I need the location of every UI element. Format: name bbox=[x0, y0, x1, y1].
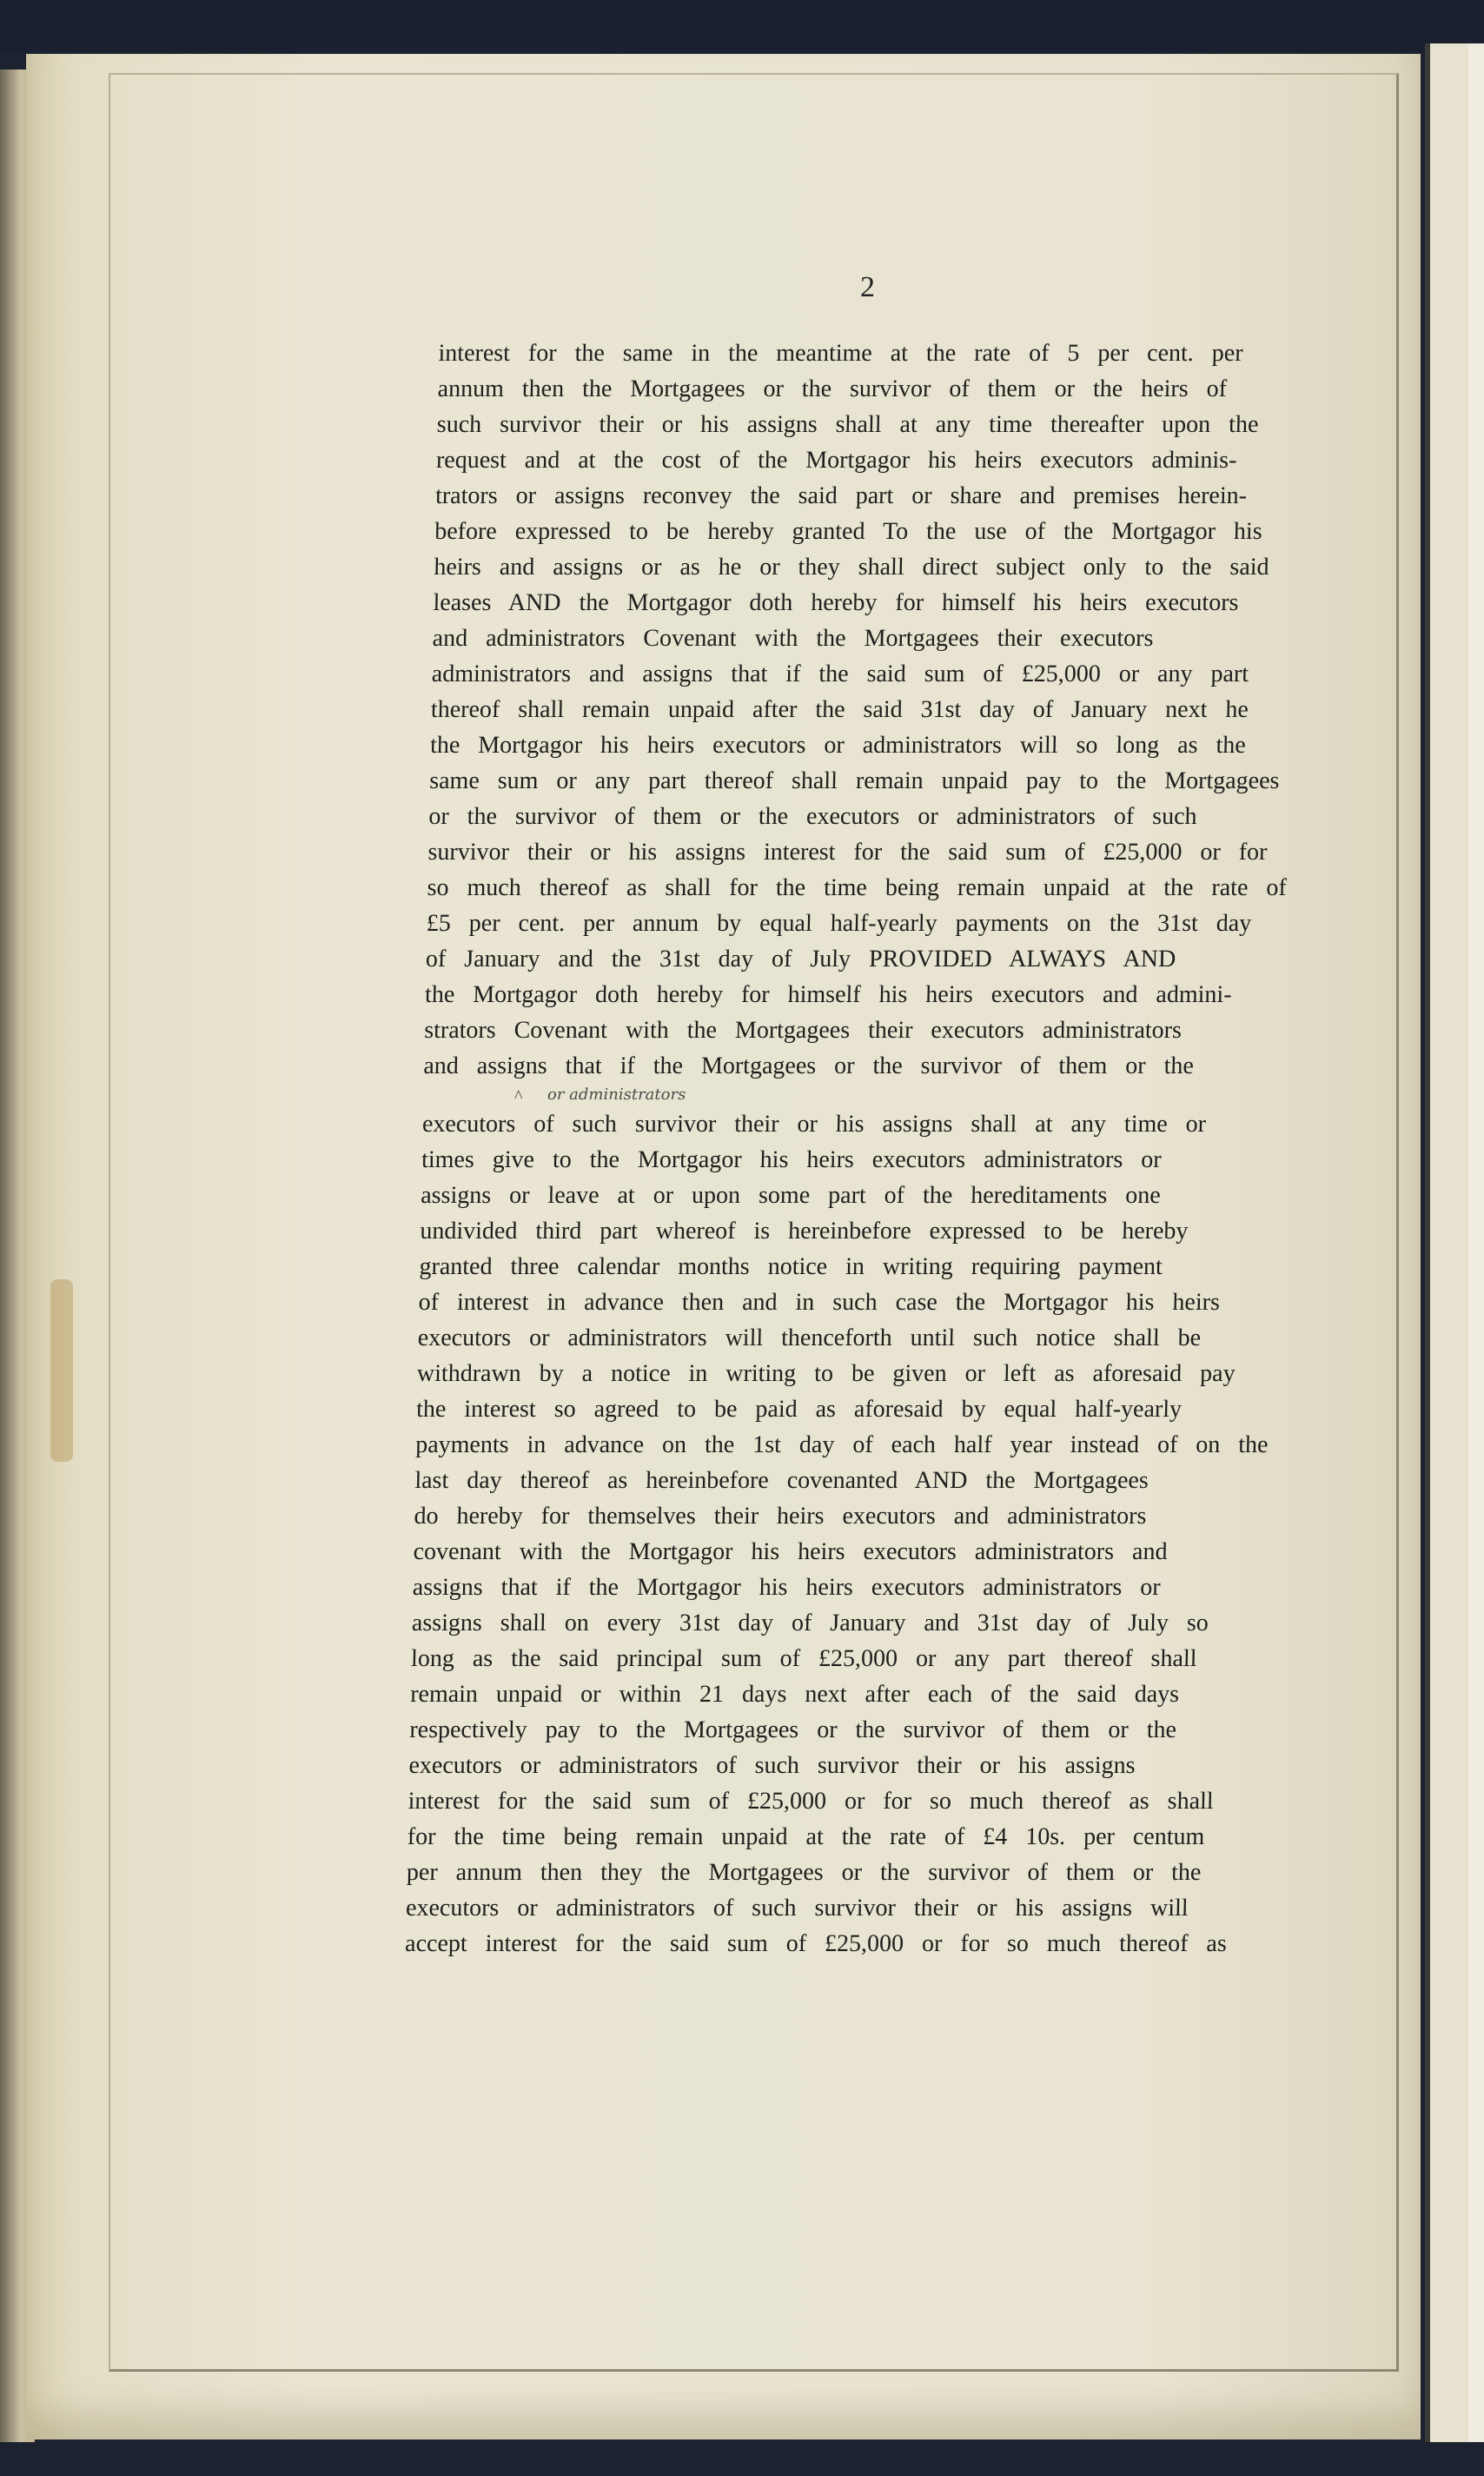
text-line-content: survivor their or his assigns interest for the said sum of £25,000 or for bbox=[427, 839, 1268, 866]
body-text bbox=[405, 335, 1335, 1962]
text-line bbox=[407, 1855, 1304, 1890]
text-line bbox=[411, 1641, 1308, 1676]
text-line-content: heirs and assigns or as he or they shall direct subject only to the said bbox=[434, 554, 1269, 581]
text-line bbox=[422, 1106, 1320, 1142]
text-line bbox=[417, 1356, 1315, 1391]
text-line-content: executors or administrators of such survivor their or his assigns bbox=[408, 1752, 1136, 1779]
text-line bbox=[437, 371, 1335, 407]
text-line-content: of January and the 31st day of July PROVIDED ALWAYS AND bbox=[425, 946, 1176, 972]
text-line-content: before expressed to be hereby granted To the use of the Mortgagor his bbox=[434, 518, 1262, 545]
text-line-content: such survivor their or his assigns shall at any time thereafter upon the bbox=[436, 411, 1259, 438]
text-line-content: remain unpaid or within 21 days next after each of the said days bbox=[409, 1681, 1180, 1708]
text-line bbox=[414, 1498, 1311, 1534]
text-line bbox=[416, 1391, 1314, 1427]
text-line-content: same sum or any part thereof shall remain unpaid pay to the Mortgagees bbox=[428, 767, 1280, 794]
text-line-content: request and at the cost of the Mortgagor his heirs executors adminis- bbox=[435, 447, 1237, 474]
text-line bbox=[417, 1320, 1315, 1356]
text-line bbox=[430, 727, 1328, 763]
text-line-content: for the time being remain unpaid at the rate of £4 10s. per centum bbox=[407, 1823, 1205, 1850]
text-line bbox=[434, 549, 1331, 585]
text-line-content: per annum then they the Mortgagees or the survivor of them or the bbox=[406, 1859, 1202, 1886]
text-line bbox=[431, 656, 1328, 692]
text-line bbox=[421, 1178, 1318, 1213]
text-line-content: accept interest for the said sum of £25,000 or for so much thereof as bbox=[404, 1930, 1228, 1957]
text-line bbox=[429, 763, 1327, 799]
text-line-content: assigns that if the Mortgagor his heirs executors administrators or bbox=[412, 1574, 1162, 1601]
text-line bbox=[428, 799, 1326, 834]
text-line bbox=[435, 478, 1333, 514]
text-line bbox=[426, 906, 1323, 941]
text-line-content: or the survivor of them or the executors or administrators of such bbox=[428, 803, 1197, 830]
scan-background bbox=[0, 0, 1484, 52]
text-line bbox=[406, 1890, 1303, 1926]
text-line bbox=[414, 1463, 1312, 1498]
text-line bbox=[436, 407, 1334, 442]
text-line bbox=[410, 1676, 1308, 1712]
text-line bbox=[424, 1012, 1322, 1048]
text-line-content: respectively pay to the Mortgagees or the survivor of them or the bbox=[409, 1716, 1177, 1743]
text-line-content: do hereby for themselves their heirs executors and administrators bbox=[414, 1503, 1147, 1530]
text-line bbox=[405, 1926, 1302, 1962]
text-line-content: and administrators Covenant with the Mortgagees their executors bbox=[432, 625, 1154, 652]
text-line-content: thereof shall remain unpaid after the said 31st day of January next he bbox=[430, 696, 1249, 723]
text-line bbox=[418, 1284, 1315, 1320]
text-line bbox=[427, 834, 1325, 870]
text-line-content: covenant with the Mortgagor his heirs executors administrators and bbox=[413, 1538, 1168, 1565]
text-line bbox=[433, 585, 1330, 621]
handwritten-annotation: or administrators bbox=[547, 1085, 686, 1104]
text-line bbox=[407, 1783, 1305, 1819]
text-line bbox=[423, 1048, 1321, 1084]
text-line-content: and assigns that if the Mortgagees or the survivor of them or the bbox=[423, 1052, 1195, 1079]
text-line bbox=[415, 1427, 1313, 1463]
text-line-content: long as the said principal sum of £25,000 or any part thereof shall bbox=[410, 1645, 1197, 1672]
text-line-content: £5 per cent. per annum by equal half-yearly payments on the 31st day bbox=[426, 910, 1252, 937]
adjacent-page-edge bbox=[1468, 43, 1484, 2442]
text-line-content: leases AND the Mortgagor doth hereby for himself his heirs executors bbox=[433, 589, 1239, 616]
text-line-content: of interest in advance then and in such case the Mortgagor his heirs bbox=[418, 1289, 1221, 1316]
text-line bbox=[431, 692, 1328, 727]
insertion-caret: ^ bbox=[514, 1087, 523, 1106]
text-line bbox=[413, 1534, 1310, 1570]
text-line-content: granted three calendar months notice in writing requiring payment bbox=[419, 1253, 1163, 1280]
text-line bbox=[421, 1142, 1319, 1178]
text-line-content: last day thereof as hereinbefore covenanted AND the Mortgagees bbox=[414, 1467, 1149, 1494]
text-line bbox=[436, 442, 1334, 478]
text-line-content: interest for the same in the meantime at the rate of 5 per cent. per bbox=[438, 340, 1243, 367]
text-line bbox=[434, 514, 1332, 549]
text-line bbox=[438, 335, 1335, 371]
text-line bbox=[408, 1748, 1306, 1783]
text-line-content: trators or assigns reconvey the said part or share and premises herein- bbox=[434, 482, 1248, 509]
text-line-content: administrators and assigns that if the said sum of £25,000 or any part bbox=[431, 660, 1249, 687]
text-line bbox=[426, 941, 1323, 977]
text-line-content: interest for the said sum of £25,000 or for so much thereof as shall bbox=[407, 1788, 1214, 1815]
text-line-content: payments in advance on the 1st day of each half year instead of on the bbox=[414, 1431, 1269, 1458]
text-line bbox=[409, 1712, 1307, 1748]
text-line bbox=[412, 1570, 1309, 1605]
text-line bbox=[432, 621, 1329, 656]
text-line bbox=[425, 977, 1322, 1012]
text-line-content: executors of such survivor their or his assigns shall at any time or bbox=[421, 1111, 1207, 1138]
text-line bbox=[407, 1819, 1304, 1855]
page-number: 2 bbox=[860, 271, 875, 303]
text-line bbox=[412, 1605, 1309, 1641]
text-line-content: assigns shall on every 31st day of January and 31st day of July so bbox=[411, 1610, 1209, 1636]
text-line-content: the interest so agreed to be paid as aforesaid by equal half-yearly bbox=[415, 1396, 1183, 1423]
text-line-content: assigns or leave at or upon some part of the hereditaments one bbox=[420, 1182, 1162, 1209]
text-line bbox=[420, 1213, 1317, 1249]
text-line-content: withdrawn by a notice in writing to be given or left as aforesaid pay bbox=[416, 1360, 1236, 1387]
text-line-content: strators Covenant with the Mortgagees their executors administrators bbox=[423, 1017, 1183, 1044]
text-line-content: the Mortgagor doth hereby for himself his heirs executors and admini- bbox=[424, 981, 1232, 1008]
text-line-content: executors or administrators of such survivor their or his assigns will bbox=[405, 1895, 1189, 1922]
text-line-content: annum then the Mortgagees or the survivor of them or the heirs of bbox=[437, 375, 1228, 402]
text-line-content: executors or administrators will thenceforth until such notice shall be bbox=[417, 1324, 1202, 1351]
paper-stain bbox=[50, 1279, 73, 1462]
text-line bbox=[419, 1249, 1316, 1284]
text-line-content: times give to the Mortgagor his heirs executors administrators or bbox=[421, 1146, 1162, 1173]
text-line-content: undivided third part whereof is hereinbefore expressed to be hereby bbox=[420, 1218, 1189, 1245]
text-line-content: the Mortgagor his heirs executors or administrators will so long as the bbox=[429, 732, 1247, 759]
text-line bbox=[427, 870, 1324, 906]
text-line-content: so much thereof as shall for the time being remain unpaid at the rate of bbox=[427, 874, 1288, 901]
